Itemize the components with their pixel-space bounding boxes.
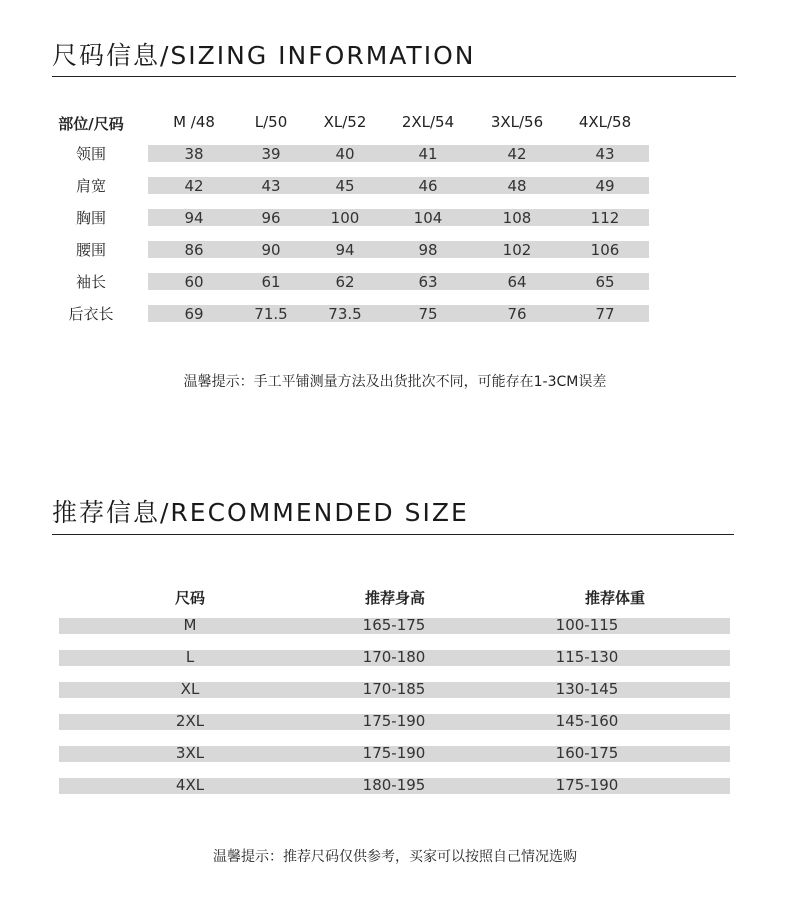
sizing-cell: 64 [507, 273, 527, 291]
sizing-cell: 96 [261, 209, 281, 227]
recommend-weight-cell: 100-115 [555, 616, 619, 634]
sizing-cell: 46 [418, 177, 438, 195]
recommend-height-cell: 170-185 [362, 680, 426, 698]
sizing-cell: 73.5 [328, 305, 362, 323]
sizing-cell: 41 [418, 145, 438, 163]
sizing-cell: 42 [184, 177, 204, 195]
recommend-weight-cell: 145-160 [555, 712, 619, 730]
sizing-row-label: 袖长 [75, 273, 106, 291]
sizing-corner-label: 部位/尺码 [58, 115, 124, 133]
recommend-size-cell: XL [180, 680, 200, 698]
size-column-header: 3XL/56 [490, 113, 544, 131]
size-column-header: 4XL/58 [578, 113, 632, 131]
sizing-row-label: 胸围 [75, 209, 106, 227]
recommend-weight-cell: 130-145 [555, 680, 619, 698]
sizing-cell: 48 [507, 177, 527, 195]
sizing-cell: 100 [330, 209, 360, 227]
recommend-weight-cell: 115-130 [555, 648, 619, 666]
sizing-row-label: 领围 [75, 145, 106, 163]
sizing-cell: 86 [184, 241, 204, 259]
sizing-cell: 43 [261, 177, 281, 195]
sizing-cell: 43 [595, 145, 615, 163]
recommend-height-cell: 175-190 [362, 744, 426, 762]
sizing-cell: 65 [595, 273, 615, 291]
sizing-title: 尺码信息/SIZING INFORMATION [52, 41, 476, 70]
sizing-cell: 108 [502, 209, 532, 227]
size-column-header: XL/52 [323, 113, 367, 131]
sizing-cell: 69 [184, 305, 204, 323]
recommend-size-cell: 3XL [175, 744, 205, 762]
sizing-note: 温馨提示：手工平铺测量方法及出货批次不同，可能存在1-3CM误差 [183, 374, 607, 390]
size-column-header: 2XL/54 [401, 113, 455, 131]
sizing-cell: 61 [261, 273, 281, 291]
sizing-cell: 112 [590, 209, 620, 227]
sizing-cell: 60 [184, 273, 204, 291]
recommend-height-cell: 170-180 [362, 648, 426, 666]
sizing-row-label: 腰围 [75, 241, 106, 259]
sizing-cell: 39 [261, 145, 281, 163]
sizing-cell: 40 [335, 145, 355, 163]
recommend-height-cell: 175-190 [362, 712, 426, 730]
recommend-header-size: 尺码 [174, 589, 205, 607]
recommend-header-height: 推荐身高 [364, 589, 425, 607]
recommend-size-cell: L [185, 648, 195, 666]
size-column-header: M /48 [173, 113, 215, 131]
sizing-cell: 45 [335, 177, 355, 195]
recommend-size-cell: 2XL [175, 712, 205, 730]
recommend-weight-cell: 175-190 [555, 776, 619, 794]
sizing-cell: 63 [418, 273, 438, 291]
recommend-size-cell: 4XL [175, 776, 205, 794]
sizing-cell: 106 [590, 241, 620, 259]
size-column-header: L/50 [254, 113, 288, 131]
sizing-cell: 90 [261, 241, 281, 259]
recommend-divider [52, 534, 734, 535]
sizing-cell: 94 [335, 241, 355, 259]
sizing-cell: 75 [418, 305, 438, 323]
sizing-cell: 98 [418, 241, 438, 259]
sizing-cell: 49 [595, 177, 615, 195]
sizing-cell: 71.5 [254, 305, 288, 323]
sizing-row-label: 后衣长 [68, 305, 114, 323]
recommend-height-cell: 180-195 [362, 776, 426, 794]
sizing-cell: 77 [595, 305, 615, 323]
recommend-title: 推荐信息/RECOMMENDED SIZE [52, 498, 469, 527]
sizing-cell: 102 [502, 241, 532, 259]
sizing-row-label: 肩宽 [75, 177, 106, 195]
sizing-cell: 104 [413, 209, 443, 227]
recommend-note: 温馨提示：推荐尺码仅供参考，买家可以按照自己情况选购 [213, 849, 577, 865]
sizing-cell: 38 [184, 145, 204, 163]
sizing-cell: 42 [507, 145, 527, 163]
sizing-cell: 62 [335, 273, 355, 291]
recommend-weight-cell: 160-175 [555, 744, 619, 762]
sizing-cell: 76 [507, 305, 527, 323]
sizing-divider [52, 76, 736, 77]
recommend-height-cell: 165-175 [362, 616, 426, 634]
sizing-cell: 94 [184, 209, 204, 227]
recommend-header-weight: 推荐体重 [584, 589, 645, 607]
recommend-size-cell: M [183, 616, 197, 634]
